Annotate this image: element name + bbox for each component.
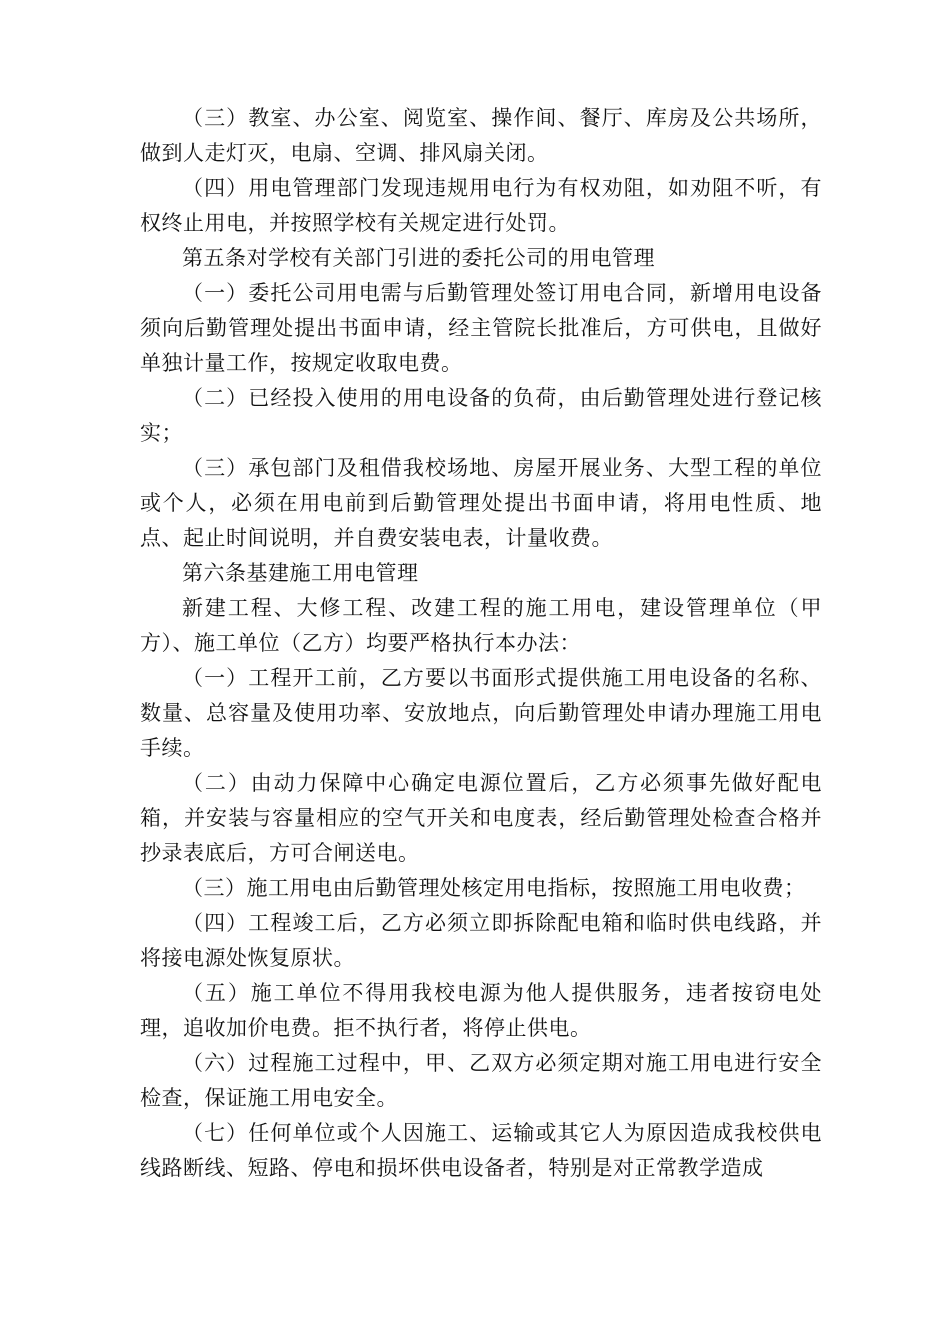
paragraph-item-3: （三）施工用电由后勤管理处核定用电指标，按照施工用电收费；	[182, 876, 806, 900]
paragraph-item-2: （二）由动力保障中心确定电源位置后，乙方必须事先做好配电箱，并安装与容量相应的空气开关和电度表，经后勤管理处检查合格并抄录表底后，方可合闸送电。	[140, 771, 822, 865]
paragraph-item-7: （七）任何单位或个人因施工、运输或其它人为原因造成我校供电线路断线、短路、停电和损坏供电设备者，特别是对正常教学造成	[140, 1121, 822, 1180]
article-6-heading: 第六条基建施工用电管理	[182, 561, 419, 585]
paragraph-intro: 新建工程、大修工程、改建工程的施工用电，建设管理单位（甲方）、施工单位（乙方）均要严格执行本办法：	[140, 596, 822, 655]
paragraph-item-2: （二）已经投入使用的用电设备的负荷，由后勤管理处进行登记核实；	[140, 386, 822, 445]
paragraph-item-6: （六）过程施工过程中，甲、乙双方必须定期对施工用电进行安全检查，保证施工用电安全。	[140, 1051, 822, 1110]
paragraph-item-3: （三）承包部门及租借我校场地、房屋开展业务、大型工程的单位或个人，必须在用电前到后勤管理处提出书面申请，将用电性质、地点、起止时间说明，并自费安装电表，计量收费。	[140, 456, 822, 550]
paragraph-item-1: （一）工程开工前，乙方要以书面形式提供施工用电设备的名称、数量、总容量及使用功率、安放地点，向后勤管理处申请办理施工用电手续。	[140, 666, 822, 760]
paragraph-item-1: （一）委托公司用电需与后勤管理处签订用电合同，新增用电设备须向后勤管理处提出书面申请，经主管院长批准后，方可供电，且做好单独计量工作，按规定收取电费。	[140, 281, 822, 375]
paragraph-item-4: （四）用电管理部门发现违规用电行为有权劝阻，如劝阻不听，有权终止用电，并按照学校有关规定进行处罚。	[140, 176, 822, 235]
paragraph-item-4: （四）工程竣工后，乙方必须立即拆除配电箱和临时供电线路，并将接电源处恢复原状。	[140, 911, 822, 970]
article-5-heading: 第五条对学校有关部门引进的委托公司的用电管理	[182, 246, 655, 270]
paragraph-item-5: （五）施工单位不得用我校电源为他人提供服务，违者按窃电处理，追收加价电费。拒不执行者，将停止供电。	[140, 981, 822, 1040]
document-body	[140, 101, 822, 1186]
paragraph-item-3: （三）教室、办公室、阅览室、操作间、餐厅、库房及公共场所，做到人走灯灭，电扇、空调、排风扇关闭。	[140, 106, 822, 165]
